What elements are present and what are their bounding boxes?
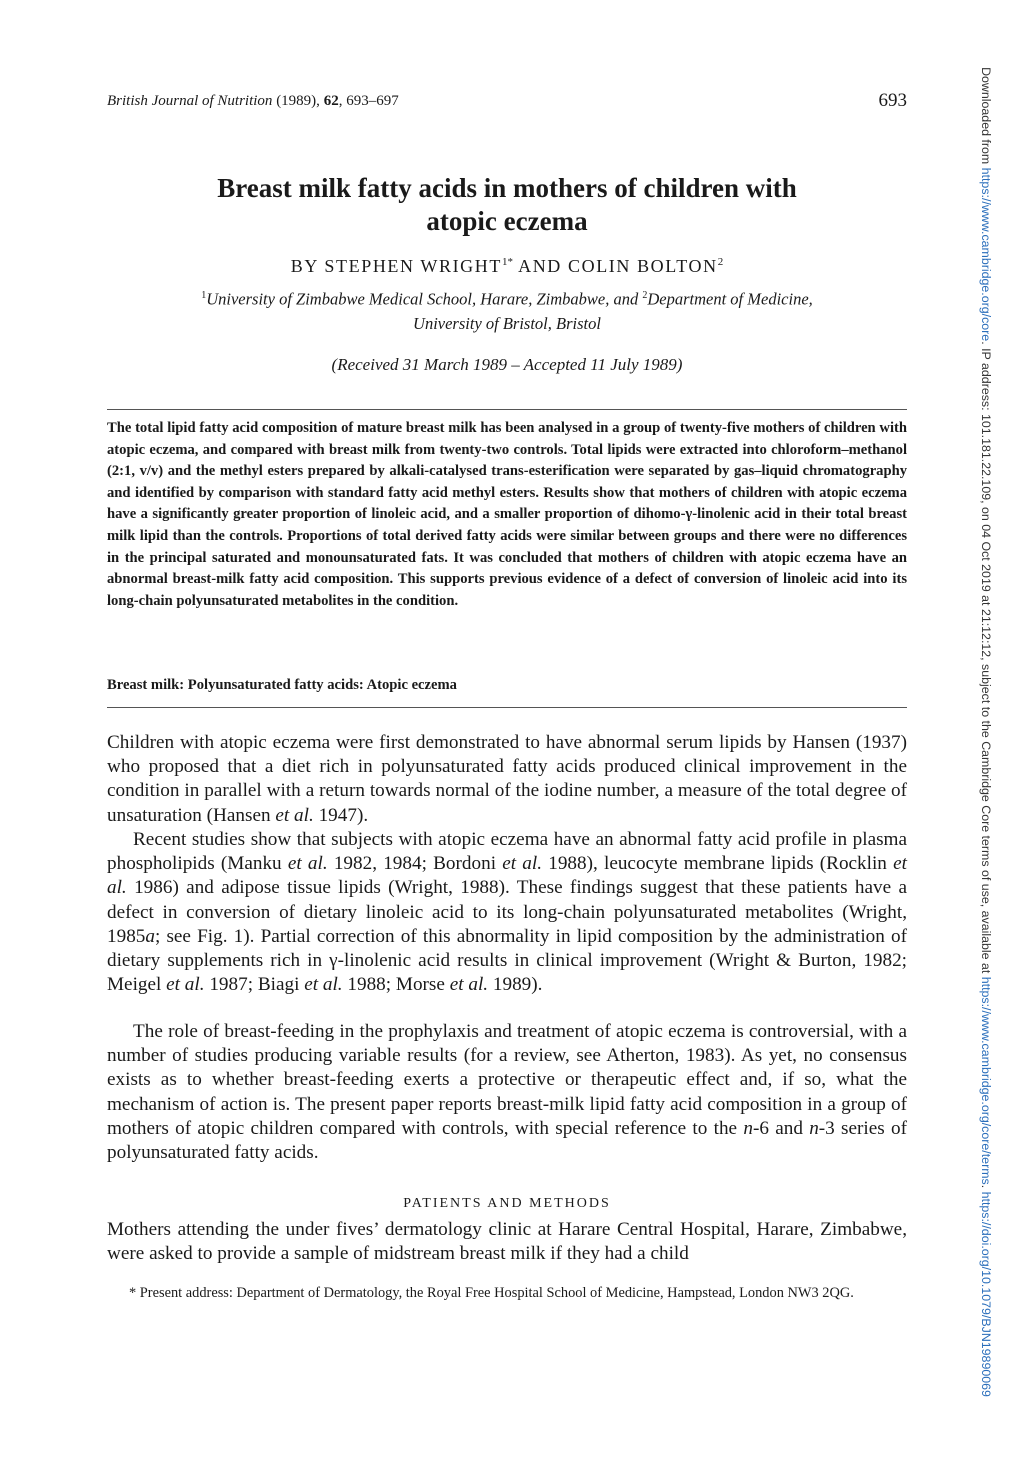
- journal-volume: 62: [323, 93, 339, 109]
- doi-link[interactable]: https://doi.org/10.1079/BJN19890069: [979, 1191, 993, 1397]
- abstract-bottom-rule: [107, 707, 907, 708]
- keywords: Breast milk: Polyunsaturated fatty acids: Atopic eczema: [107, 677, 457, 693]
- section-heading: PATIENTS AND METHODS: [403, 1196, 611, 1211]
- running-header: [107, 90, 907, 114]
- body-paragraph-4: Mothers attending the under fives’ dermatology clinic at Harare Central Hospital, Harare, Zimbabwe, were asked to provide a sample of midstream breast milk if they had a child: [107, 1219, 907, 1265]
- body-paragraph-3: The role of breast-feeding in the prophylaxis and treatment of atopic eczema is controversial, with a number of studies producing variable results (for a review, see Atherton, 1983). As yet, no consensus exists as to whether breast-feeding exerts a protective or therapeutic effect and, if so, what the mechanism of action is. The present paper reports breast-milk lipid fatty acid composition in a group of mothers of atopic children compared with controls, with special reference to the n-6 and n-3 series of polyunsaturated fatty acids.: [107, 1021, 908, 1164]
- download-sidebar: Downloaded from https://www.cambridge.org/core. IP address: 101.181.22.109, on 04 Oct 2019 at 21:12:12, subject to the Cambridge Core terms of use, available at https://www.cambridge.org/core/terms. https://doi.org/10.1079/BJN19890069: [979, 67, 993, 1397]
- footnote: * Present address: Department of Dermatology, the Royal Free Hospital School of Medicine, Hampstead, London NW3 2QG.: [129, 1285, 854, 1301]
- body-paragraph-2: Recent studies show that subjects with atopic eczema have an abnormal fatty acid profile in plasma phospholipids (Manku et al. 1982, 1984; Bordoni et al. 1988), leucocyte membrane lipids (Rocklin et al. 1986) and adipose tissue lipids (Wright, 1988). These findings suggest that these patients have a defect in conversion of dietary linoleic acid to its long-chain polyunsaturated metabolites (Wright, 1985a; see Fig. 1). Partial correction of this abnormality in lipid composition by the administration of dietary supplements rich in γ-linolenic acid results in clinical improvement (Wright & Burton, 1982; Meigel et al. 1987; Biagi et al. 1988; Morse et al. 1989).: [107, 829, 907, 996]
- abstract-top-rule: [107, 409, 907, 410]
- cambridge-core-link[interactable]: https://www.cambridge.org/core: [979, 167, 993, 342]
- affiliations: $^1$University of Zimbabwe Medical School, Harare, Zimbabwe, and $^2$Department of Medicine, University of Bristol, Bristol: [201, 289, 813, 333]
- received-dates: (Received 31 March 1989 – Accepted 11 July 1989): [331, 355, 683, 374]
- author-line: BY STEPHEN $WRIGHT^{1*}$ AND COLIN BOLTON$^2$: [290, 256, 724, 276]
- terms-link[interactable]: https://www.cambridge.org/core/terms: [979, 976, 993, 1185]
- journal-citation: British Journal of Nutrition (1989), 62, 693–697: [107, 93, 399, 109]
- page-number: 693: [878, 90, 907, 111]
- article-title: Breast milk fatty acids in mothers of children with atopic eczema: [217, 173, 797, 236]
- body-paragraph-1: Children with atopic eczema were first demonstrated to have abnormal serum lipids by Hansen (1937) who proposed that a diet rich in polyunsaturated fatty acids produced clinical improvement in the condition in parallel with a return towards normal of the iodine number, a measure of the total degree of unsaturation (Hansen et al. 1947).: [107, 732, 907, 826]
- journal-name: British Journal of Nutrition: [107, 93, 273, 109]
- abstract: The total lipid fatty acid composition of mature breast milk has been analysed in a group of twenty-five mothers of children with atopic eczema, and compared with breast milk from twenty-two controls. Total lipids were extracted into chloroform–methanol (2:1, v/v) and the methyl esters prepared by alkali-catalysed trans-esterification were separated by gas–liquid chromatography and identified by comparison with standard fatty acid methyl esters. Results show that mothers of children with atopic eczema have a significantly greater proportion of linoleic acid, and a smaller proportion of dihomo-γ-linolenic acid in their total breast milk lipid than the controls. Proportions of total derived fatty acids were similar between groups and there were no differences in the principal saturated and monounsaturated fats. It was concluded that mothers of children with atopic eczema have an abnormal breast-milk fatty acid composition. This supports previous evidence of a defect of conversion of linoleic acid into its long-chain polyunsaturated metabolites in the condition.: [107, 420, 907, 609]
